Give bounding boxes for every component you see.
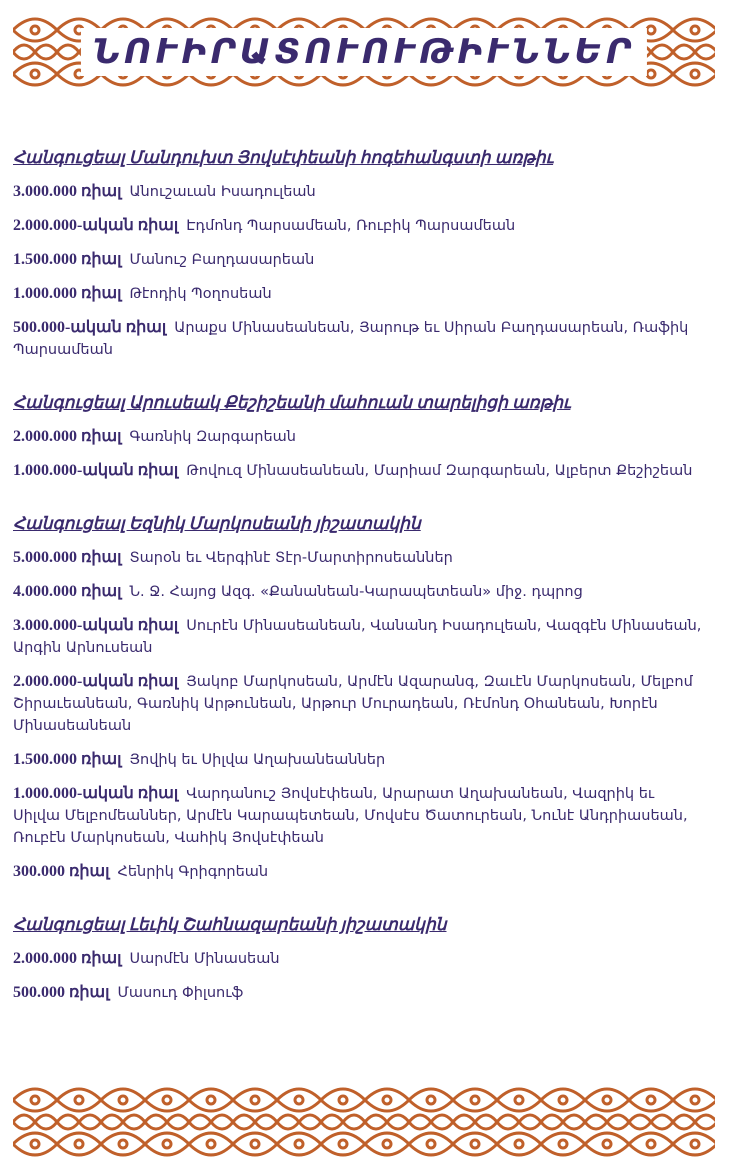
donor-names: Մասուդ Փիլսուֆ [117,985,244,1001]
donation-section [13,393,703,482]
donation-amount: 500.000-ական ռիալ [13,319,167,336]
donation-amount: 3.000.000-ական ռիալ [13,617,179,634]
donation-amount: 1.000.000-ական ռիալ [13,785,179,802]
donor-names: Գառնիկ Զարգարեան [129,429,296,445]
section-heading: Հանգուցեալ Եզնիկ Մարկոսեանի յիշատակին [13,514,421,533]
donor-names: Հենրիկ Գրիգորեան [117,864,269,880]
donation-entry [13,948,703,970]
donation-amount: 2.000.000-ական ռիալ [13,673,179,690]
donor-names: Մանուշ Բաղդասարեան [129,252,315,268]
donation-amount: 500.000 ռիալ [13,984,110,1001]
donor-names: Էդմոնդ Պարսամեան, Ռուբիկ Պարսամեան [186,218,516,234]
donation-amount: 5.000.000 ռիալ [13,549,122,566]
donation-entry [13,181,703,203]
donation-entry [13,671,703,737]
donor-names: Ն. Ջ. Հայոց Ազգ. «Քանանեան-Կարապետեան» միջ. դպրոց [129,584,583,600]
donation-entry [13,982,703,1004]
donation-entry [13,283,703,305]
donation-amount: 1.500.000 ռիալ [13,251,122,268]
donor-names: Յակոբ Մարկոսեան, Արմէն Ազարանգ, Զաւէն Մարկոսեան, Մելբոմ Շիրաւեանեան, Գառնիկ Արթունեան, Արթուր Մուրադեան, Ռէմոնդ Օհանեան, Խորէն Մինասեանեան [13,674,693,734]
donation-entry [13,861,703,883]
donation-amount: 300.000 ռիալ [13,863,110,880]
donation-entry [13,615,703,659]
knotwork-pattern-bottom [13,1078,715,1166]
donor-names: Սուրէն Մինասեանեան, Վանանդ Իսադուլեան, Վազգէն Մինասեան, Արգին Արնուսեան [13,618,702,656]
donation-amount: 4.000.000 ռիալ [13,583,122,600]
donor-names: Արաքս Մինասեանեան, Յարութ եւ Սիրան Բաղդասարեան, Ռաֆիկ Պարսամեան [13,320,689,358]
donation-entry [13,581,703,603]
donation-entry [13,547,703,569]
donor-names: Թէոդիկ Պօղոսեան [129,286,272,302]
top-ornament-banner [13,8,715,96]
donor-names: Սարմէն Մինասեան [129,951,280,967]
donations-list [13,148,703,1036]
donation-amount: 3.000.000 ռիալ [13,183,122,200]
donor-names: Թովուզ Մինասեանեան, Մարիամ Զարգարեան, Ալբերտ Քեշիշեան [186,463,693,479]
donor-names: Վարդանուշ Յովսէփեան, Արարատ Աղախանեան, Վազրիկ եւ Սիլվա Մելբոմեաններ, Արմէն Կարապետեան, Մովսէս Ծատուրեան, Նունէ Անդրիասեան, Ռուբէն Մարկոսեան, Վահիկ Յովսէփեան [13,786,688,846]
donor-names: Յովիկ եւ Սիլվա Աղախանեաններ [129,752,386,768]
donation-amount: 1.000.000-ական ռիալ [13,462,179,479]
donation-entry [13,426,703,448]
section-heading: Հանգուցեալ Արուսեակ Քեշիշեանի մահուան տարելիցի առթիւ [13,393,571,412]
donation-amount: 2.000.000-ական ռիալ [13,217,179,234]
donation-amount: 1.500.000 ռիալ [13,751,122,768]
donor-names: Տարօն եւ Վերգինէ Տէր-Մարտիրոսեաններ [129,550,453,566]
donation-section [13,915,703,1004]
section-heading: Հանգուցեալ Մանդուխտ Յովսէփեանի հոգեհանգստի առթիւ [13,148,554,167]
donation-entry [13,215,703,237]
donation-entry [13,249,703,271]
donation-section [13,514,703,883]
donation-amount: 2.000.000 ռիալ [13,950,122,967]
section-heading: Հանգուցեալ Լեւիկ Շահնազարեանի յիշատակին [13,915,447,934]
donation-amount: 2.000.000 ռիալ [13,428,122,445]
donor-names: Անուշաւան Իսադուլեան [129,184,316,200]
donation-entry [13,783,703,849]
page-title: ՆՈՒԻՐԱՏՈՒՈՒԹԻՒՆՆԵՐ [81,28,647,76]
donation-section [13,148,703,361]
donation-entry [13,460,703,482]
bottom-ornament-banner [13,1078,715,1166]
donation-entry [13,317,703,361]
donation-amount: 1.000.000 ռիալ [13,285,122,302]
donation-entry [13,749,703,771]
